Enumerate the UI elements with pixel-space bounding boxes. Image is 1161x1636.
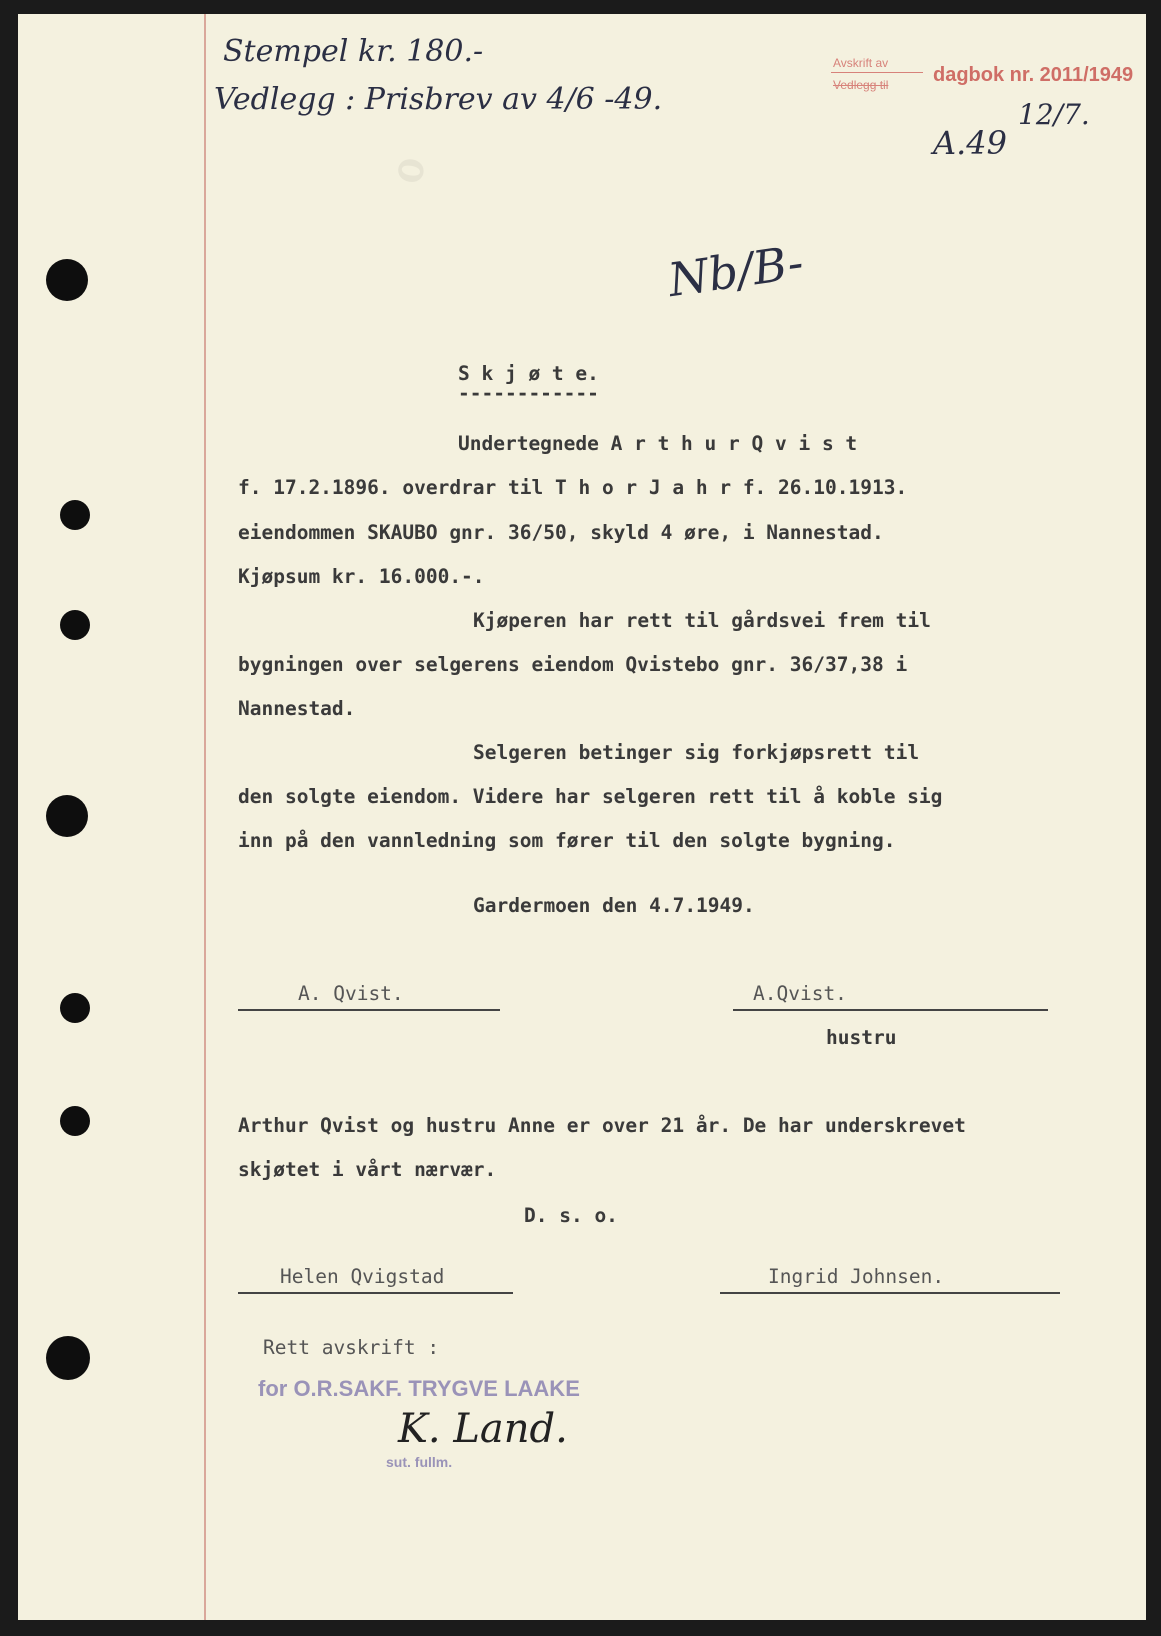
witness-1-line [238,1292,513,1294]
body-line-5: Kjøperen har rett til gårdsvei frem til [473,609,931,632]
document-title: S k j ø t e. [458,362,599,385]
handwritten-initials: Nb/B- [664,234,807,308]
punch-hole-2 [60,500,90,530]
certifier-stamp: for O.R.SAKF. TRYGVE LAAKE [258,1376,580,1401]
watermark: ℴ [370,139,435,184]
certifier-title: sut. fullm. [386,1454,453,1470]
punch-hole-7 [46,1336,90,1380]
punch-hole-4 [46,795,88,837]
body-line-1: Undertegnede A r t h u r Q v i s t [458,432,858,455]
document-page [18,14,1146,1620]
wife-role: hustru [826,1026,897,1049]
punch-hole-1 [46,259,88,301]
handwritten-attachment-note: Vedlegg : Prisbrev av 4/6 -49. [214,82,663,117]
punch-hole-5 [60,993,90,1023]
handwritten-stamp-note: Stempel kr. 180.- [223,34,484,69]
certifier-signature: K. Land. [398,1406,568,1452]
stamp-label-attachment: Vedlegg til [833,78,889,92]
wife-signature: A.Qvist. [753,982,847,1005]
margin-line [204,14,206,1620]
body-line-8: Selgeren betinger sig forkjøpsrett til [473,741,920,764]
seller-signature: A. Qvist. [298,982,404,1005]
witness-2-signature: Ingrid Johnsen. [768,1265,945,1288]
dso: D. s. o. [524,1204,618,1227]
witness-2-line [720,1292,1060,1294]
handwritten-code: A.49 [933,124,1007,162]
place-date: Gardermoen den 4.7.1949. [473,894,755,917]
stamp-dagbok: dagbok nr. 2011/1949 [933,64,1134,86]
body-line-4: Kjøpsum kr. 16.000.-. [238,565,485,588]
punch-hole-6 [60,1106,90,1136]
body-line-9: den solgte eiendom. Videre har selgeren rett til å koble sig [238,785,943,808]
seller-signature-line [238,1009,500,1011]
stamp-label-copy: Avskrift av [833,56,889,70]
title-underline: ------------ [458,382,599,405]
handwritten-date-note: 12/7. [1018,98,1090,131]
witness-1-signature: Helen Qvigstad [280,1265,445,1288]
body-line-3: eiendommen SKAUBO gnr. 36/50, skyld 4 øre, i Nannestad. [238,521,884,544]
body-line-6: bygningen over selgerens eiendom Qvistebo gnr. 36/37,38 i [238,653,908,676]
certification-label: Rett avskrift : [263,1336,440,1359]
body-line-7: Nannestad. [238,697,356,720]
body-line-10: inn på den vannledning som fører til den solgte bygning. [238,829,896,852]
wife-signature-line [733,1009,1048,1011]
witness-statement-line-1: Arthur Qvist og hustru Anne er over 21 år. De har underskrevet [238,1114,966,1137]
witness-statement-line-2: skjøtet i vårt nærvær. [238,1158,497,1181]
punch-hole-3 [60,610,90,640]
body-line-2: f. 17.2.1896. overdrar til T h o r J a h r f. 26.10.1913. [238,476,908,499]
